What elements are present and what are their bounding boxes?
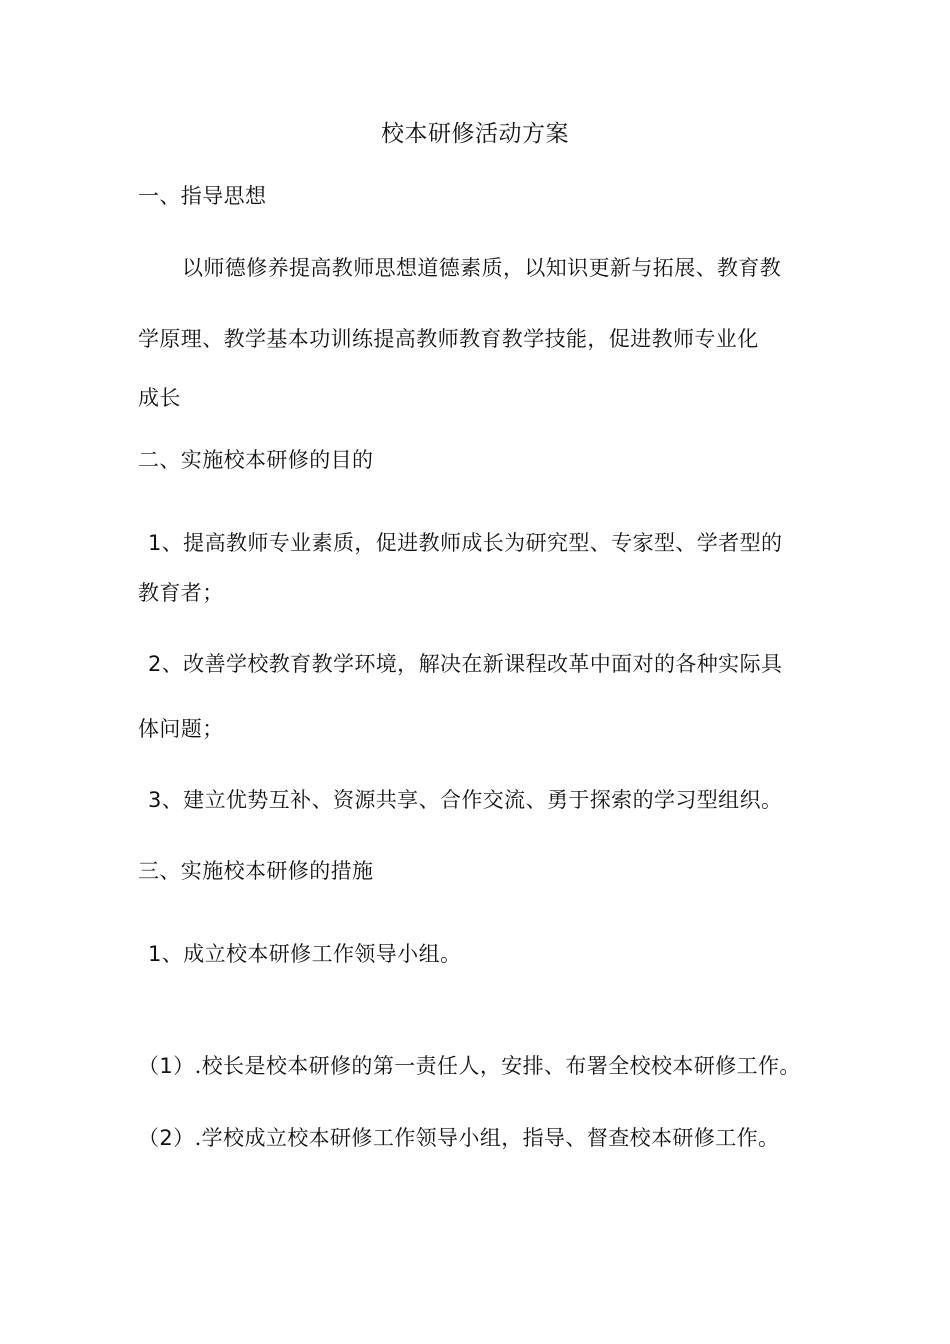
- document-title: 校本研修活动方案: [381, 121, 569, 147]
- sub-item-number: （2）: [138, 1126, 195, 1150]
- list-item: [148, 785, 782, 815]
- sub-item-number: （1）: [138, 1054, 195, 1078]
- sub-item: [138, 1123, 779, 1153]
- paragraph-line: 成长: [138, 386, 181, 410]
- list-item-number: 2: [148, 652, 162, 676]
- list-item-text: 、提高教师专业素质，促进教师成长为研究型、专家型、学者型的: [161, 531, 783, 555]
- list-item-number: 3: [148, 788, 162, 812]
- list-item-text: 、建立优势互补、资源共享、合作交流、勇于探索的学习型组织。: [161, 788, 783, 812]
- section-heading-guiding-idea: 一、指导思想: [138, 184, 267, 208]
- list-item-continuation: 教育者；: [138, 581, 224, 605]
- list-item-text: 、改善学校教育教学环境，解决在新课程改革中面对的各种实际具: [161, 652, 783, 676]
- list-item-continuation: 体问题；: [138, 717, 224, 741]
- paragraph-line: 以师德修养提高教师思想道德素质，以知识更新与拓展、教育教: [182, 256, 782, 280]
- sub-item-text: .校长是校本研修的第一责任人，安排、布署全校校本研修工作。: [194, 1054, 801, 1078]
- paragraph-line: 学原理、教学基本功训练提高教师教育教学技能，促进教师专业化: [138, 327, 759, 351]
- list-item: [148, 528, 782, 558]
- sub-item-text: .学校成立校本研修工作领导小组，指导、督查校本研修工作。: [194, 1126, 780, 1150]
- section-heading-purpose: 二、实施校本研修的目的: [138, 448, 374, 472]
- list-item-number: 1: [148, 531, 162, 555]
- list-item: [148, 939, 461, 969]
- list-item-number: 1: [148, 942, 162, 966]
- list-item-text: 、成立校本研修工作领导小组。: [161, 942, 462, 966]
- section-heading-measures: 三、实施校本研修的措施: [138, 859, 374, 883]
- list-item: [148, 649, 782, 679]
- sub-item: [138, 1051, 801, 1081]
